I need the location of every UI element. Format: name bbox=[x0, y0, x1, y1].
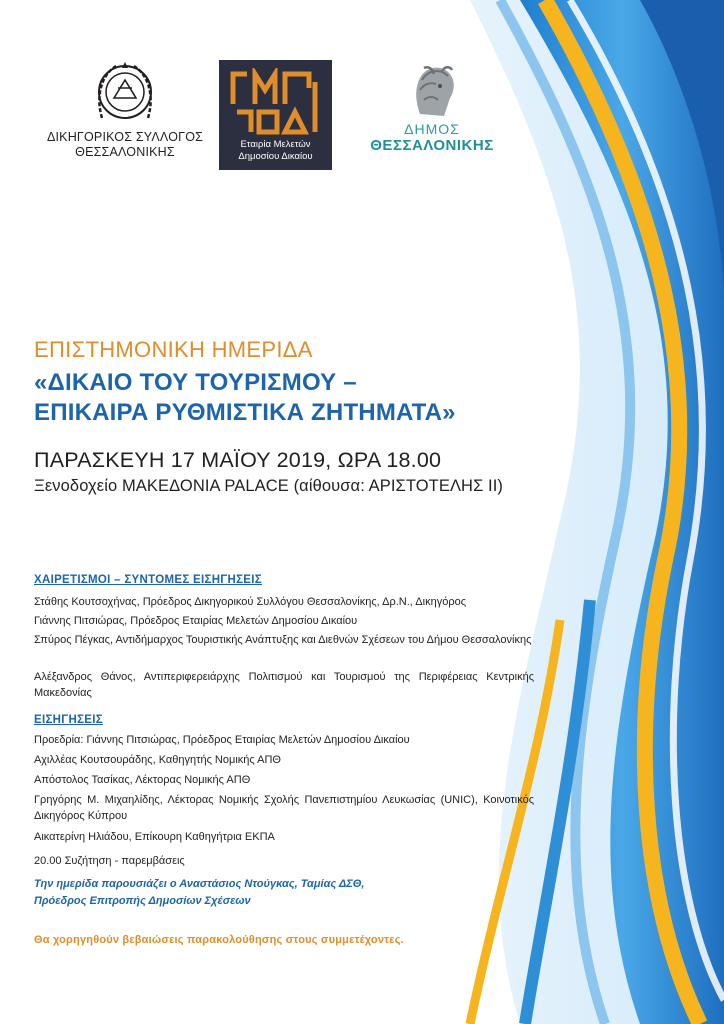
bar-association-name-line1: ΔΙΚΗΓΟΡΙΚΟΣ ΣΥΛΛΟΓΟΣ bbox=[46, 130, 204, 144]
talks-heading: ΕΙΣΗΓΗΣΕΙΣ bbox=[34, 714, 103, 726]
presenter-line1: Την ημερίδα παρουσιάζει ο Αναστάσιος Ντούγκας, Ταμίας ΔΣΘ, bbox=[34, 878, 365, 890]
greetings-heading: ΧΑΙΡΕΤΙΣΜΟΙ – ΣΥΝΤΟΜΕΣ ΕΙΣΗΓΗΣΕΙΣ bbox=[34, 574, 262, 586]
talks-item: Απόστολος Τασίκας, Λέκτορας Νομικής ΑΠΘ bbox=[34, 774, 251, 786]
event-date: ΠΑΡΑΣΚΕΥΗ 17 ΜΑΪΟΥ 2019, ΩΡΑ 18.00 bbox=[34, 448, 442, 472]
emdd-monogram-icon bbox=[229, 68, 322, 136]
greetings-item: Στάθης Κουτσοχήνας, Πρόεδρος Δικηγορικού Συλλόγου Θεσσαλονίκης, Δρ.Ν., Δικηγόρος bbox=[34, 596, 467, 608]
discussion-time: 20.00 Συζήτηση - παρεμβάσεις bbox=[34, 855, 185, 867]
alexander-head-icon bbox=[406, 62, 458, 120]
event-title-line2: ΕΠΙΚΑΙΡΑ ΡΥΘΜΙΣΤΙΚΑ ΖΗΤΗΜΑΤΑ» bbox=[34, 399, 456, 426]
municipality-name-line2: ΘΕΣΣΑΛΟΝΙΚΗΣ bbox=[370, 137, 494, 154]
talks-item: Αικατερίνη Ηλιάδου, Επίκουρη Καθηγήτρια ΕΚΠΑ bbox=[34, 831, 275, 843]
event-title-line1: «ΔΙΚΑΙΟ ΤΟΥ ΤΟΥΡΙΣΜΟΥ – bbox=[34, 369, 357, 396]
public-law-society-name-line2: Δημοσίου Δικαίου bbox=[238, 151, 313, 162]
presenter-line2: Πρόεδρος Επιτροπής Δημοσίων Σχέσεων bbox=[34, 895, 251, 907]
municipality-logo bbox=[352, 62, 512, 154]
talks-item: Αχιλλέας Κουτσουράδης, Καθηγητής Νομικής ΑΠΘ bbox=[34, 754, 281, 766]
greetings-item: Σπύρος Πέγκας, Αντιδήμαρχος Τουριστικής Ανάπτυξης και Διεθνών Σχέσεων του Δήμου Θεσσαλονίκης bbox=[34, 634, 532, 646]
bar-association-logo bbox=[30, 58, 220, 160]
bar-association-name-line2: ΘΕΣΣΑΛΟΝΙΚΗΣ bbox=[75, 145, 175, 159]
event-supertitle: ΕΠΙΣΤΗΜΟΝΙΚΗ ΗΜΕΡΙΔΑ bbox=[34, 337, 313, 362]
event-venue: Ξενοδοχείο ΜΑΚΕΔΟΝΙΑ PALACE (αίθουσα: ΑΡΙΣΤΟΤΕΛΗΣ ΙΙ) bbox=[34, 477, 504, 495]
talks-item: Προεδρία: Γιάννης Πιτσιώρας, Πρόεδρος Εταιρίας Μελετών Δημοσίου Δικαίου bbox=[34, 734, 410, 746]
bar-association-emblem-icon bbox=[92, 58, 158, 130]
certificate-note: Θα χορηγηθούν βεβαιώσεις παρακολούθησης στους συμμετέχοντες. bbox=[34, 934, 404, 946]
greetings-item: Γιάννης Πιτσιώρας, Πρόεδρος Εταιρίας Μελετών Δημοσίου Δικαίου bbox=[34, 615, 358, 627]
public-law-society-name-line1: Εταιρία Μελετών bbox=[240, 139, 311, 150]
municipality-name-line1: ΔΗΜΟΣ bbox=[404, 121, 460, 137]
greetings-item: Αλέξανδρος Θάνος, Αντιπεριφερειάρχης Πολιτισμού και Τουρισμού της Περιφέρειας Κεντρικής Μακεδονίας bbox=[34, 671, 534, 699]
public-law-society-logo bbox=[219, 60, 332, 170]
talks-item: Γρηγόρης Μ. Μιχαηλίδης, Λέκτορας Νομικής Σχολής Πανεπιστημίου Λευκωσίας (UNIC), Κοινοτικός Δικηγόρος Κύπρου bbox=[34, 794, 534, 822]
